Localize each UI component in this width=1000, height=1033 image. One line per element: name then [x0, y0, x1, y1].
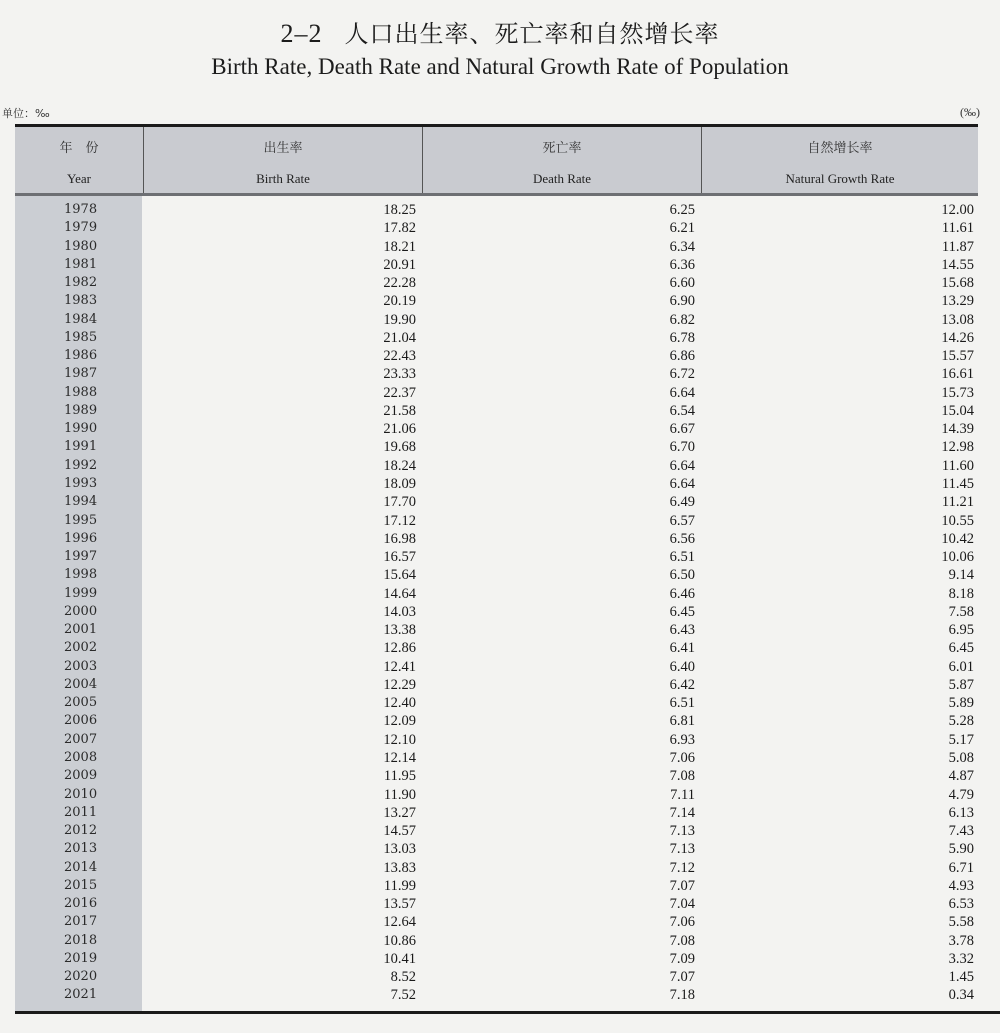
table-row [15, 201, 978, 219]
death-rate-cell: 6.40 [669, 658, 695, 675]
year-cell: 2021 [64, 987, 98, 1003]
death-rate-cell: 7.08 [669, 932, 695, 949]
year-cell: 1994 [64, 494, 98, 510]
natural-growth-rate-cell: 6.45 [948, 640, 974, 657]
death-rate-cell: 6.64 [669, 457, 695, 474]
year-cell: 2006 [64, 713, 98, 729]
natural-growth-rate-cell: 11.61 [941, 220, 974, 237]
birth-rate-cell: 18.21 [383, 238, 416, 255]
birth-rate-cell: 7.52 [390, 987, 416, 1004]
year-cell: 1982 [64, 275, 98, 291]
death-rate-cell: 7.07 [669, 969, 695, 986]
death-rate-cell: 7.06 [669, 914, 695, 931]
birth-rate-cell: 11.90 [383, 786, 416, 803]
table-bottom-rule [15, 1011, 1000, 1014]
death-rate-cell: 7.14 [669, 804, 695, 821]
natural-growth-rate-cell: 15.73 [941, 384, 974, 401]
table-row [15, 731, 978, 749]
birth-rate-cell: 17.82 [383, 220, 416, 237]
table-row [15, 566, 978, 584]
death-rate-cell: 6.36 [669, 256, 695, 273]
natural-growth-rate-cell: 9.14 [948, 567, 974, 584]
table-row [15, 712, 978, 730]
birth-rate-cell: 13.57 [383, 896, 416, 913]
natural-growth-rate-cell: 6.13 [948, 804, 974, 821]
table-row [15, 402, 978, 420]
column-header-en: Death Rate [532, 171, 592, 186]
natural-growth-rate-cell: 12.00 [941, 202, 974, 218]
natural-growth-rate-cell: 5.87 [948, 676, 974, 693]
birth-rate-cell: 12.86 [383, 640, 416, 657]
death-rate-cell: 6.50 [669, 567, 695, 584]
birth-rate-cell: 12.29 [383, 676, 416, 693]
natural-growth-rate-cell: 6.53 [948, 896, 974, 913]
column-header-birth-rate [143, 127, 422, 193]
natural-growth-rate-cell: 7.43 [948, 823, 974, 840]
table-row [15, 438, 978, 456]
column-header-death-rate [422, 127, 701, 193]
birth-rate-cell: 13.83 [383, 859, 416, 876]
natural-growth-rate-cell: 14.55 [941, 256, 974, 273]
table-row [15, 877, 978, 895]
year-cell: 1978 [64, 202, 98, 217]
year-cell: 2003 [64, 658, 98, 674]
natural-growth-rate-cell: 5.89 [948, 695, 974, 712]
year-cell: 2004 [64, 676, 98, 692]
column-header-en: Birth Rate [256, 171, 310, 186]
birth-rate-cell: 20.19 [383, 293, 416, 310]
birth-rate-cell: 10.41 [383, 950, 416, 967]
natural-growth-rate-cell: 4.93 [948, 877, 974, 894]
year-cell: 2002 [64, 640, 98, 656]
death-rate-cell: 6.21 [669, 220, 695, 237]
birth-rate-cell: 18.24 [383, 457, 416, 474]
natural-growth-rate-cell: 5.90 [948, 841, 974, 858]
year-cell: 1983 [64, 293, 98, 309]
year-cell: 1985 [64, 329, 98, 345]
year-cell: 1996 [64, 530, 98, 546]
year-cell: 2013 [64, 841, 98, 857]
table-row [15, 804, 978, 822]
natural-growth-rate-cell: 11.87 [941, 238, 974, 255]
death-rate-cell: 7.04 [669, 896, 695, 913]
natural-growth-rate-cell: 3.78 [948, 932, 974, 949]
birth-rate-cell: 22.28 [383, 275, 416, 292]
year-cell: 2005 [64, 695, 98, 711]
birth-rate-cell: 16.57 [383, 549, 416, 566]
table-row [15, 968, 978, 986]
birth-rate-cell: 8.52 [390, 969, 416, 986]
birth-rate-cell: 11.99 [383, 877, 416, 894]
birth-rate-cell: 14.57 [383, 823, 416, 840]
birth-rate-cell: 14.64 [383, 585, 416, 602]
birth-rate-cell: 11.95 [383, 768, 416, 785]
natural-growth-rate-cell: 4.87 [948, 768, 974, 785]
table-row [15, 621, 978, 639]
column-header-natural-growth-rate [701, 127, 978, 193]
year-cell: 2012 [64, 823, 98, 839]
table-row [15, 895, 978, 913]
birth-rate-cell: 18.25 [383, 202, 416, 218]
table-row [15, 475, 978, 493]
table-title-chinese [0, 14, 1000, 49]
year-cell: 1980 [64, 238, 98, 254]
table-row [15, 585, 978, 603]
natural-growth-rate-cell: 10.06 [941, 549, 974, 566]
death-rate-cell: 7.12 [669, 859, 695, 876]
year-cell: 2016 [64, 896, 98, 912]
birth-rate-cell: 12.40 [383, 695, 416, 712]
year-cell: 2014 [64, 859, 98, 875]
table-row [15, 347, 978, 365]
natural-growth-rate-cell: 0.34 [948, 987, 974, 1004]
death-rate-cell: 6.57 [669, 512, 695, 529]
death-rate-cell: 7.08 [669, 768, 695, 785]
year-cell: 2009 [64, 768, 98, 784]
table-row [15, 639, 978, 657]
table-row [15, 292, 978, 310]
column-header-cn: 自然增长率 [807, 141, 873, 156]
birth-rate-cell: 23.33 [383, 366, 416, 383]
year-cell: 1987 [64, 366, 98, 382]
table-row [15, 840, 978, 858]
natural-growth-rate-cell: 16.61 [941, 366, 974, 383]
table-row [15, 913, 978, 931]
table-row [15, 548, 978, 566]
table-row [15, 950, 978, 968]
death-rate-cell: 7.18 [669, 987, 695, 1004]
birth-rate-cell: 22.43 [383, 348, 416, 365]
table-row [15, 384, 978, 402]
birth-rate-cell: 21.58 [383, 402, 416, 419]
table-row [15, 219, 978, 237]
death-rate-cell: 6.45 [669, 603, 695, 620]
year-cell: 1988 [64, 384, 98, 400]
birth-rate-cell: 16.98 [383, 530, 416, 547]
birth-rate-cell: 12.10 [383, 731, 416, 748]
death-rate-cell: 6.82 [669, 311, 695, 328]
natural-growth-rate-cell: 14.39 [941, 421, 974, 438]
table-row [15, 311, 978, 329]
table-row [15, 767, 978, 785]
birth-rate-cell: 18.09 [383, 475, 416, 492]
death-rate-cell: 6.81 [669, 713, 695, 730]
table-row [15, 365, 978, 383]
year-cell: 1991 [64, 439, 98, 455]
death-rate-cell: 6.43 [669, 622, 695, 639]
data-table [15, 124, 978, 1014]
table-row [15, 512, 978, 530]
natural-growth-rate-cell: 5.08 [948, 749, 974, 766]
year-cell: 1997 [64, 549, 98, 565]
death-rate-cell: 6.67 [669, 421, 695, 438]
table-row [15, 822, 978, 840]
birth-rate-cell: 17.70 [383, 494, 416, 511]
year-cell: 2008 [64, 749, 98, 765]
birth-rate-cell: 13.27 [383, 804, 416, 821]
year-cell: 1989 [64, 402, 98, 418]
table-row [15, 256, 978, 274]
death-rate-cell: 6.64 [669, 475, 695, 492]
table-row [15, 457, 978, 475]
natural-growth-rate-cell: 5.28 [948, 713, 974, 730]
column-header-en: Natural Growth Rate [785, 171, 895, 186]
year-cell: 2011 [64, 804, 98, 820]
natural-growth-rate-cell: 8.18 [948, 585, 974, 602]
column-header-cn: 出生率 [263, 141, 303, 156]
death-rate-cell: 7.09 [669, 950, 695, 967]
year-cell: 2017 [64, 914, 98, 930]
table-row [15, 420, 978, 438]
natural-growth-rate-cell: 10.42 [941, 530, 974, 547]
birth-rate-cell: 12.14 [383, 749, 416, 766]
death-rate-cell: 6.46 [669, 585, 695, 602]
death-rate-cell: 6.64 [669, 384, 695, 401]
death-rate-cell: 6.72 [669, 366, 695, 383]
natural-growth-rate-cell: 1.45 [948, 969, 974, 986]
birth-rate-cell: 19.68 [383, 439, 416, 456]
year-cell: 1984 [64, 311, 98, 327]
death-rate-cell: 6.93 [669, 731, 695, 748]
year-cell: 1999 [64, 585, 98, 601]
birth-rate-cell: 22.37 [383, 384, 416, 401]
death-rate-cell: 6.51 [669, 695, 695, 712]
birth-rate-cell: 20.91 [383, 256, 416, 273]
table-row [15, 676, 978, 694]
year-cell: 2001 [64, 622, 98, 638]
year-cell: 2015 [64, 877, 98, 893]
table-title-english: Birth Rate, Death Rate and Natural Growth Rate of Population [211, 54, 789, 79]
table-number: 2–2 [280, 19, 323, 48]
column-header-cn: 年 份 [59, 141, 99, 156]
natural-growth-rate-cell: 15.68 [941, 275, 974, 292]
natural-growth-rate-cell: 15.57 [941, 348, 974, 365]
year-cell: 2020 [64, 969, 98, 985]
birth-rate-cell: 21.04 [383, 329, 416, 346]
birth-rate-cell: 14.03 [383, 603, 416, 620]
birth-rate-cell: 19.90 [383, 311, 416, 328]
birth-rate-cell: 15.64 [383, 567, 416, 584]
table-body [15, 196, 978, 1011]
natural-growth-rate-cell: 11.45 [941, 475, 974, 492]
table-row [15, 603, 978, 621]
table-row [15, 694, 978, 712]
table-row [15, 274, 978, 292]
natural-growth-rate-cell: 6.95 [948, 622, 974, 639]
death-rate-cell: 6.34 [669, 238, 695, 255]
unit-label-english: (‰) [960, 105, 980, 119]
birth-rate-cell: 13.38 [383, 622, 416, 639]
birth-rate-cell: 13.03 [383, 841, 416, 858]
table-row [15, 329, 978, 347]
death-rate-cell: 6.51 [669, 549, 695, 566]
death-rate-cell: 7.13 [669, 841, 695, 858]
table-row [15, 786, 978, 804]
death-rate-cell: 6.90 [669, 293, 695, 310]
natural-growth-rate-cell: 5.17 [948, 731, 974, 748]
birth-rate-cell: 12.41 [383, 658, 416, 675]
natural-growth-rate-cell: 11.21 [941, 494, 974, 511]
natural-growth-rate-cell: 4.79 [948, 786, 974, 803]
birth-rate-cell: 21.06 [383, 421, 416, 438]
year-cell: 1998 [64, 567, 98, 583]
natural-growth-rate-cell: 7.58 [948, 603, 974, 620]
year-cell: 1986 [64, 348, 98, 364]
birth-rate-cell: 17.12 [383, 512, 416, 529]
death-rate-cell: 7.11 [670, 786, 695, 803]
table-row [15, 658, 978, 676]
year-cell: 2018 [64, 932, 98, 948]
year-cell: 2019 [64, 950, 98, 966]
unit-label-chinese: 单位：‰ [2, 107, 50, 120]
natural-growth-rate-cell: 11.60 [941, 457, 974, 474]
table-header [15, 127, 978, 196]
death-rate-cell: 6.56 [669, 530, 695, 547]
death-rate-cell: 6.60 [669, 275, 695, 292]
year-cell: 1993 [64, 475, 98, 491]
death-rate-cell: 6.78 [669, 329, 695, 346]
death-rate-cell: 6.49 [669, 494, 695, 511]
natural-growth-rate-cell: 3.32 [948, 950, 974, 967]
year-cell: 2000 [64, 603, 98, 619]
year-cell: 2010 [64, 786, 98, 802]
year-cell: 1979 [64, 220, 98, 236]
birth-rate-cell: 10.86 [383, 932, 416, 949]
table-row [15, 749, 978, 767]
death-rate-cell: 6.86 [669, 348, 695, 365]
natural-growth-rate-cell: 12.98 [941, 439, 974, 456]
death-rate-cell: 6.42 [669, 676, 695, 693]
death-rate-cell: 6.41 [669, 640, 695, 657]
death-rate-cell: 7.13 [669, 823, 695, 840]
death-rate-cell: 7.07 [669, 877, 695, 894]
table-row [15, 238, 978, 256]
death-rate-cell: 6.25 [669, 202, 695, 218]
table-row [15, 493, 978, 511]
death-rate-cell: 6.54 [669, 402, 695, 419]
natural-growth-rate-cell: 13.08 [941, 311, 974, 328]
year-cell: 1992 [64, 457, 98, 473]
death-rate-cell: 7.06 [669, 749, 695, 766]
column-header-cn: 死亡率 [542, 141, 582, 156]
year-cell: 1990 [64, 421, 98, 437]
birth-rate-cell: 12.09 [383, 713, 416, 730]
year-cell: 1995 [64, 512, 98, 528]
table-row [15, 986, 978, 1004]
death-rate-cell: 6.70 [669, 439, 695, 456]
column-header-year [15, 127, 143, 193]
natural-growth-rate-cell: 6.71 [948, 859, 974, 876]
table-row [15, 859, 978, 877]
natural-growth-rate-cell: 13.29 [941, 293, 974, 310]
birth-rate-cell: 12.64 [383, 914, 416, 931]
natural-growth-rate-cell: 10.55 [941, 512, 974, 529]
natural-growth-rate-cell: 14.26 [941, 329, 974, 346]
natural-growth-rate-cell: 6.01 [948, 658, 974, 675]
column-header-en: Year [67, 171, 91, 186]
year-cell: 2007 [64, 731, 98, 747]
table-row [15, 530, 978, 548]
natural-growth-rate-cell: 5.58 [948, 914, 974, 931]
title-cn-text: 人口出生率、死亡率和自然增长率 [344, 20, 720, 48]
natural-growth-rate-cell: 15.04 [941, 402, 974, 419]
table-row [15, 932, 978, 950]
year-cell: 1981 [64, 256, 98, 272]
